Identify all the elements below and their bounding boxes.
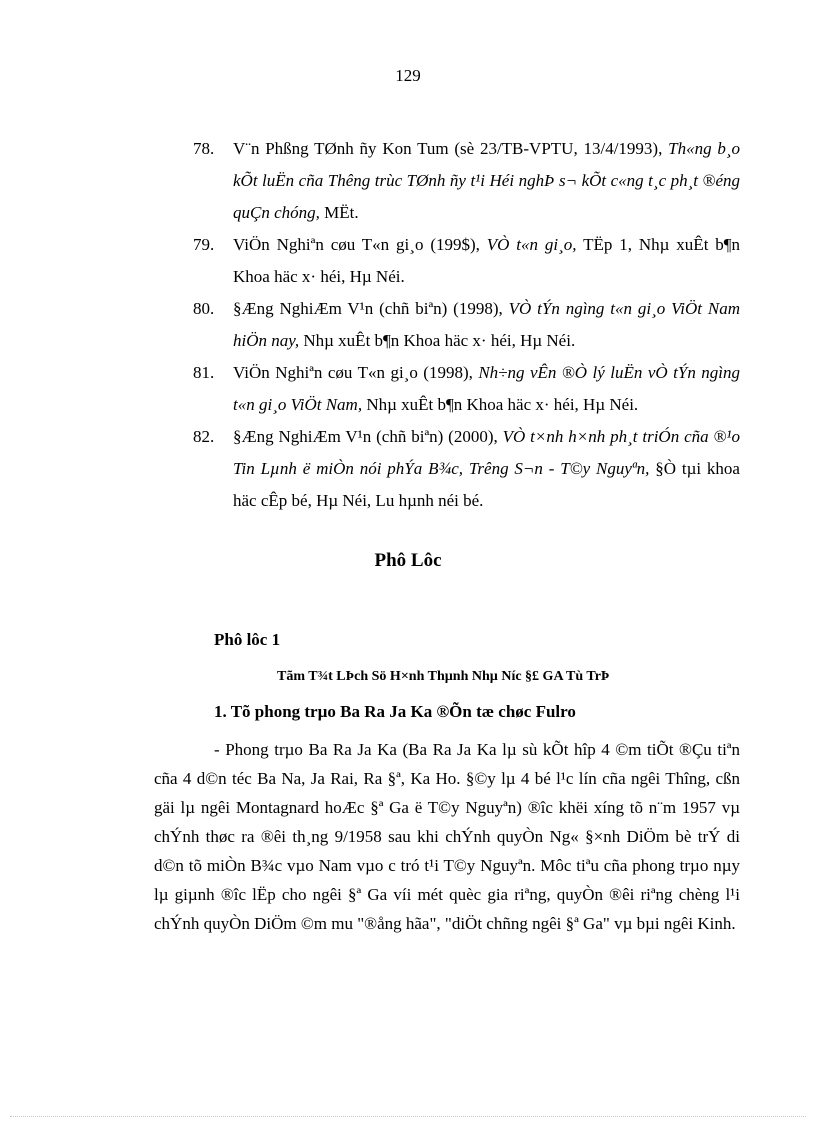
reference-title: Th«ng b¸o kÕt luËn cña Thêng trùc TØnh ñy t¹i Héi nghÞ s¬ kÕt c«ng t¸c ph¸t ®éng quÇn chóng, [233, 139, 740, 222]
reference-publisher: TËp 1, Nhµ xuÊt b¶n Khoa häc x· héi, Hµ Néi. [233, 235, 740, 286]
reference-author: ViÖn Nghiªn cøu T«n gi¸o (199$), [233, 235, 487, 254]
reference-item [155, 229, 740, 293]
reference-author: §Æng NghiÆm V¹n (chñ biªn) (1998), [233, 299, 509, 318]
reference-title: VÒ t«n gi¸o, [486, 235, 577, 254]
reference-number: 79. [193, 235, 215, 254]
reference-author: ViÖn Nghiªn cøu T«n gi¸o (1998), [233, 363, 479, 382]
reference-publisher: Nhµ xuÊt b¶n Khoa häc x· héi, Hµ Néi. [362, 395, 639, 414]
reference-publisher: Nhµ xuÊt b¶n Khoa häc x· héi, Hµ Néi. [299, 331, 576, 350]
reference-item [155, 421, 740, 517]
page-bottom-divider [10, 1116, 806, 1117]
reference-title: VÒ t×nh h×nh ph¸t triÓn cña ®¹o Tin Lµnh ë miÒn nói phÝa B¾c, Trêng S¬n - T©y Nguyªn, [233, 427, 741, 478]
reference-author: §Æng NghiÆm V¹n (chñ biªn) (2000), [233, 427, 503, 446]
reference-publisher: §Ò tµi khoa häc cÊp bé, Hµ Néi, Lu hµnh néi bé. [233, 459, 740, 510]
appendix-label: Phô lôc 1 [214, 630, 281, 649]
page-number: 129 [395, 66, 421, 85]
reference-item [155, 133, 740, 229]
subsection-heading: 1. Tõ phong trµo Ba Ra Ja Ka ®Õn tæ chøc Fulro [214, 702, 576, 721]
reference-list [155, 133, 740, 517]
reference-number: 81. [193, 363, 215, 382]
reference-number: 78. [193, 139, 215, 158]
reference-item [155, 357, 740, 421]
reference-item [155, 293, 740, 357]
reference-title: Nh÷ng vÊn ®Ò lý luËn vÒ tÝn ngìng t«n gi¸o ViÖt Nam, [233, 363, 741, 414]
section-title: Phô Lôc [374, 550, 442, 571]
reference-number: 82. [193, 427, 215, 446]
reference-title: VÒ tÝn ngìng t«n gi¸o ViÖt Nam hiÖn nay, [233, 299, 740, 350]
reference-number: 80. [193, 299, 215, 318]
reference-publisher: MËt. [319, 203, 359, 222]
reference-author: V¨n Phßng TØnh ñy Kon Tum (sè 23/TB-VPTU, 13/4/1993), [233, 139, 669, 158]
body-paragraph: - Phong trµo Ba Ra Ja Ka (Ba Ra Ja Ka lµ sù kÕt hîp 4 ©m tiÕt ®Çu tiªn cña 4 d©n téc Ba Na, Ja Rai, Ra §ª, Ka Ho. §©y lµ 4 bé l¹c lín cña ngêi Thîng, cßn gäi lµ ngêi Montagnard hoÆc §ª Ga ë T©y Nguyªn) ®îc khëi xíng tõ n¨m 1957 vµ chÝnh thøc ra ®êi th¸ng 9/1958 sau khi chÝnh quyÒn Ng« §×nh DiÖm bè trÝ di d©n tõ miÒn B¾c vµo Nam vµo c tró t¹i T©y Nguyªn. Môc tiªu cña phong trµo nµy lµ giµnh ®îc lËp cho ngêi §ª Ga víi mét quèc gia riªng, quyÒn ®êi riªng chèng l¹i chÝnh quyÒn DiÖm ©m mu "®ång hãa", "diÖt chñng ngêi §ª Ga" vµ bµi ngêi Kinh. [154, 740, 740, 933]
appendix-subtitle: Tãm T¾t LÞch Sö H×nh Thµnh Nhµ Níc §£ GA Tù TrÞ [277, 669, 610, 684]
